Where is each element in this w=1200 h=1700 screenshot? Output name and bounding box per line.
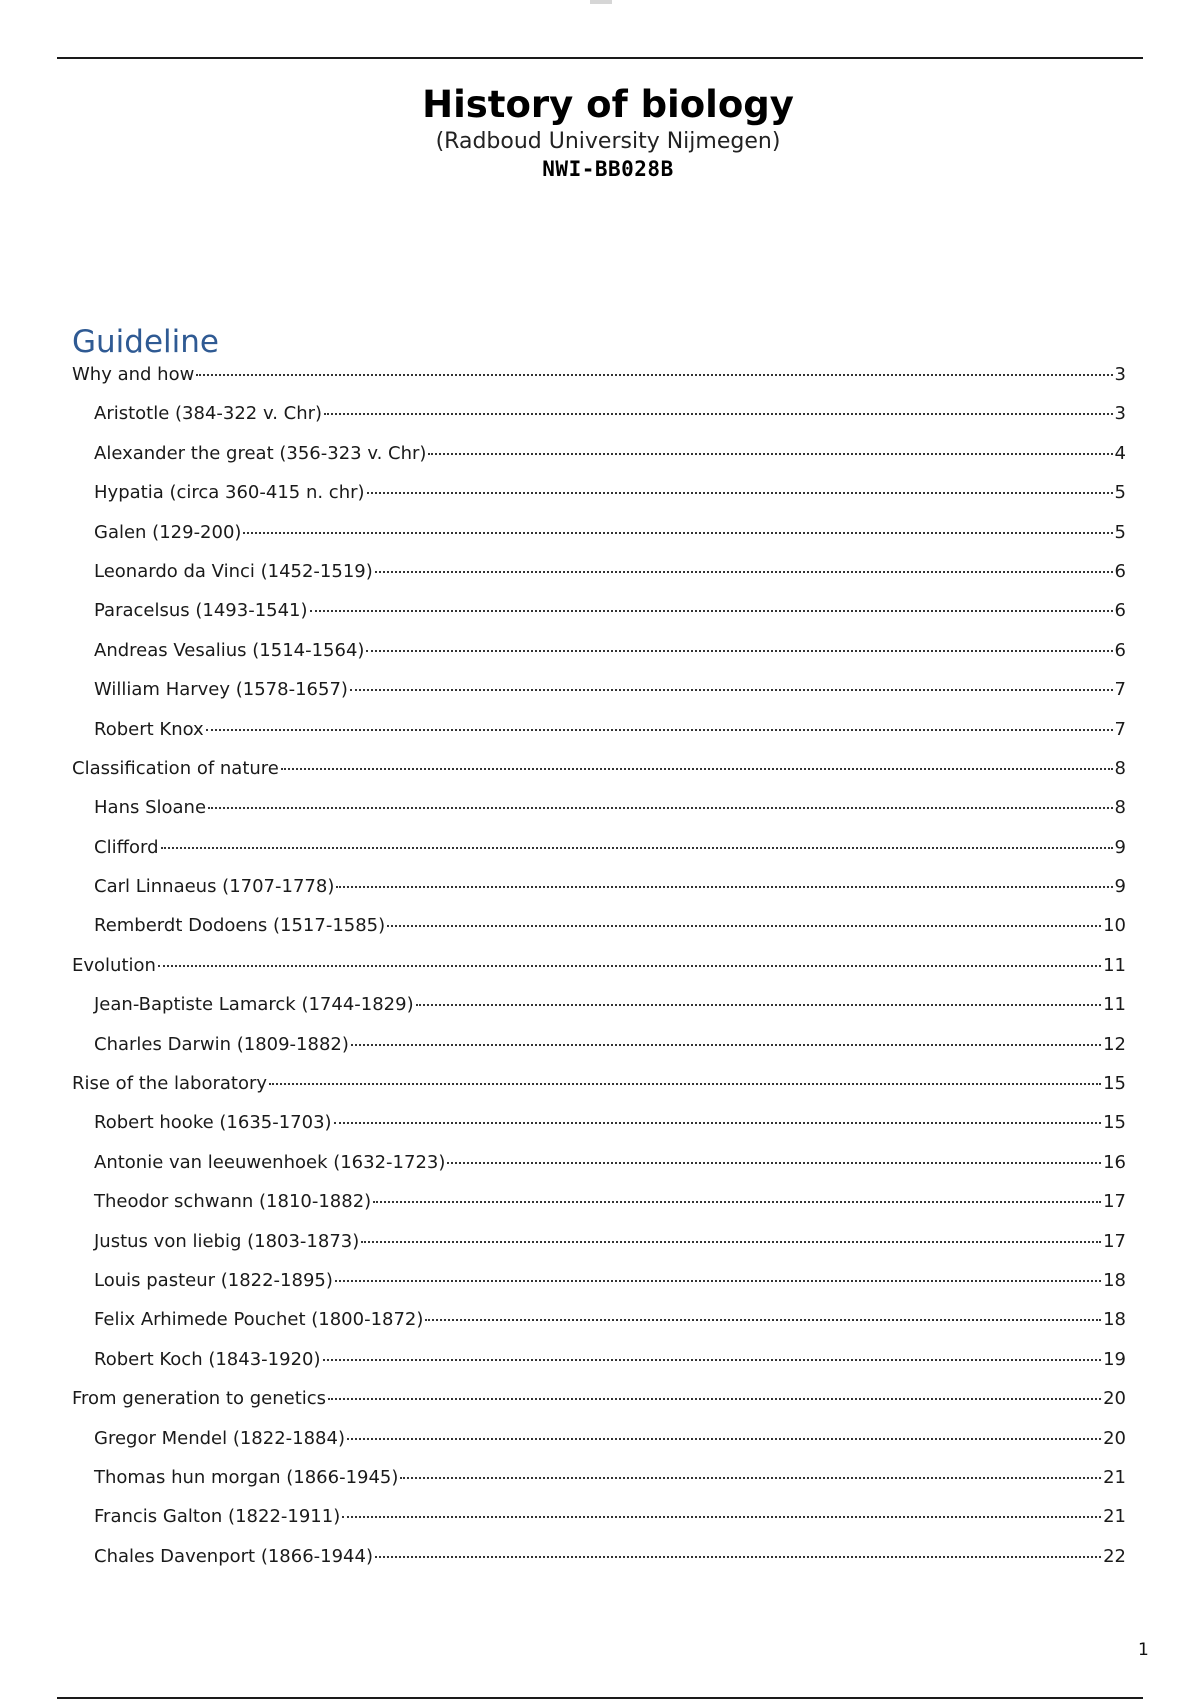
toc-entry-page: 19 [1103, 1348, 1126, 1370]
footer-rule [57, 1697, 1143, 1699]
toc-entry-page: 11 [1103, 954, 1126, 976]
toc-entry-title: Remberdt Dodoens (1517-1585) [94, 915, 386, 937]
document-subtitle: (Radboud University Nijmegen) [435, 129, 781, 154]
toc-entry-page: 8 [1114, 757, 1126, 779]
toc-entry-title: Clifford [94, 836, 159, 858]
toc-entry-title: Andreas Vesalius (1514-1564) [94, 639, 365, 661]
toc-entry-page: 8 [1114, 797, 1126, 819]
toc-heading: Guideline [72, 324, 219, 360]
toc-entry[interactable] [72, 1309, 1126, 1348]
toc-entry-page: 5 [1114, 482, 1126, 504]
toc-entry-page: 11 [1103, 994, 1126, 1016]
toc-entry-page: 3 [1114, 403, 1126, 425]
toc-dot-leader [425, 1319, 1101, 1321]
toc-dot-leader [342, 1516, 1101, 1518]
toc-entry[interactable] [72, 876, 1126, 915]
toc-entry-title: Classification of nature [72, 757, 279, 779]
toc-dot-leader [208, 807, 1113, 809]
toc-entry-title: Gregor Mendel (1822-1884) [94, 1427, 345, 1449]
toc-entry[interactable] [72, 719, 1126, 758]
toc-entry[interactable] [72, 1467, 1126, 1506]
toc-entry-page: 18 [1103, 1269, 1126, 1291]
toc-entry-title: Charles Darwin (1809-1882) [94, 1033, 349, 1055]
toc-dot-leader [347, 1438, 1101, 1440]
toc-dot-leader [158, 965, 1101, 967]
toc-entry[interactable] [72, 1231, 1126, 1270]
toc-entry-title: Jean-Baptiste Lamarck (1744-1829) [94, 994, 414, 1016]
toc-entry-title: Hypatia (circa 360-415 n. chr) [94, 482, 365, 504]
toc-entry-page: 4 [1114, 442, 1126, 464]
toc-entry-title: Louis pasteur (1822-1895) [94, 1269, 333, 1291]
toc-entry[interactable] [72, 1506, 1126, 1545]
toc-entry-page: 9 [1114, 836, 1126, 858]
toc-entry-page: 6 [1114, 639, 1126, 661]
toc-dot-leader [281, 768, 1113, 770]
toc-dot-leader [350, 689, 1113, 691]
toc-entry[interactable] [72, 1349, 1126, 1388]
toc-dot-leader [416, 1004, 1101, 1006]
toc-entry-title: Aristotle (384-322 v. Chr) [94, 403, 323, 425]
document-title: History of biology [422, 83, 794, 126]
toc-entry-title: From generation to genetics [72, 1388, 327, 1410]
toc-dot-leader [387, 925, 1101, 927]
toc-entry[interactable] [72, 758, 1126, 797]
toc-entry-title: Galen (129-200) [94, 521, 242, 543]
toc-dot-leader [310, 610, 1113, 612]
toc-entry-page: 15 [1103, 1073, 1126, 1095]
table-of-contents [72, 364, 1126, 1585]
toc-entry[interactable] [72, 443, 1126, 482]
toc-entry[interactable] [72, 679, 1126, 718]
toc-entry-title: William Harvey (1578-1657) [94, 679, 348, 701]
toc-entry[interactable] [72, 522, 1126, 561]
toc-entry[interactable] [72, 1112, 1126, 1151]
toc-entry[interactable] [72, 955, 1126, 994]
toc-dot-leader [375, 1556, 1101, 1558]
toc-entry-page: 7 [1114, 679, 1126, 701]
toc-entry-page: 9 [1114, 876, 1126, 898]
toc-dot-leader [334, 1122, 1102, 1124]
toc-dot-leader [269, 1083, 1101, 1085]
toc-dot-leader [373, 1201, 1101, 1203]
toc-entry-title: Antonie van leeuwenhoek (1632-1723) [94, 1151, 446, 1173]
toc-entry-title: Hans Sloane [94, 797, 207, 819]
toc-entry[interactable] [72, 403, 1126, 442]
toc-entry-page: 10 [1103, 915, 1126, 937]
toc-entry[interactable] [72, 482, 1126, 521]
toc-entry-page: 22 [1103, 1545, 1126, 1567]
toc-entry-page: 17 [1103, 1191, 1126, 1213]
toc-entry-page: 18 [1103, 1309, 1126, 1331]
toc-dot-leader [323, 1359, 1102, 1361]
toc-entry-title: Francis Galton (1822-1911) [94, 1506, 341, 1528]
toc-entry[interactable] [72, 561, 1126, 600]
toc-entry-page: 17 [1103, 1230, 1126, 1252]
toc-entry-title: Robert hooke (1635-1703) [94, 1112, 332, 1134]
toc-entry[interactable] [72, 1073, 1126, 1112]
toc-entry[interactable] [72, 1546, 1126, 1585]
toc-entry[interactable] [72, 364, 1126, 403]
toc-entry-title: Leonardo da Vinci (1452-1519) [94, 560, 373, 582]
toc-dot-leader [206, 729, 1113, 731]
toc-dot-leader [196, 374, 1112, 376]
toc-dot-leader [400, 1477, 1101, 1479]
toc-dot-leader [336, 886, 1112, 888]
toc-entry[interactable] [72, 797, 1126, 836]
toc-entry-title: Paracelsus (1493-1541) [94, 600, 308, 622]
toc-dot-leader [447, 1162, 1101, 1164]
toc-entry-title: Theodor schwann (1810-1882) [94, 1191, 372, 1213]
toc-entry[interactable] [72, 1270, 1126, 1309]
toc-entry-page: 16 [1103, 1151, 1126, 1173]
toc-entry-page: 20 [1103, 1388, 1126, 1410]
toc-entry[interactable] [72, 1034, 1126, 1073]
toc-entry-page: 6 [1114, 600, 1126, 622]
toc-entry-title: Thomas hun morgan (1866-1945) [94, 1466, 399, 1488]
toc-entry[interactable] [72, 994, 1126, 1033]
toc-entry-title: Carl Linnaeus (1707-1778) [94, 876, 335, 898]
toc-entry-page: 15 [1103, 1112, 1126, 1134]
toc-entry[interactable] [72, 1152, 1126, 1191]
toc-entry[interactable] [72, 1191, 1126, 1230]
toc-dot-leader [375, 571, 1113, 573]
toc-entry-page: 6 [1114, 560, 1126, 582]
toc-entry-title: Robert Knox [94, 718, 204, 740]
toc-entry-page: 5 [1114, 521, 1126, 543]
toc-entry-page: 12 [1103, 1033, 1126, 1055]
toc-dot-leader [428, 453, 1112, 455]
header-rule [57, 57, 1143, 59]
toc-entry-page: 3 [1114, 364, 1126, 385]
toc-entry-title: Alexander the great (356-323 v. Chr) [94, 442, 427, 464]
toc-entry-page: 7 [1114, 718, 1126, 740]
page-number: 1 [1138, 1640, 1149, 1660]
toc-entry-title: Chales Davenport (1866-1944) [94, 1545, 373, 1567]
toc-entry[interactable] [72, 640, 1126, 679]
toc-dot-leader [367, 492, 1113, 494]
toc-dot-leader [366, 650, 1112, 652]
toc-entry[interactable] [72, 600, 1126, 639]
toc-entry[interactable] [72, 1388, 1126, 1427]
toc-entry-page: 20 [1103, 1427, 1126, 1449]
toc-entry-title: Robert Koch (1843-1920) [94, 1348, 321, 1370]
toc-entry-title: Evolution [72, 954, 156, 976]
toc-dot-leader [243, 532, 1112, 534]
toc-entry-page: 21 [1103, 1466, 1126, 1488]
toc-entry-title: Justus von liebig (1803-1873) [94, 1230, 360, 1252]
toc-entry[interactable] [72, 837, 1126, 876]
toc-entry-title: Rise of the laboratory [72, 1073, 268, 1095]
toc-dot-leader [161, 847, 1113, 849]
toc-entry-title: Felix Arhimede Pouchet (1800-1872) [94, 1309, 424, 1331]
toc-dot-leader [351, 1044, 1101, 1046]
toc-entry[interactable] [72, 1428, 1126, 1467]
toc-dot-leader [328, 1398, 1101, 1400]
title-block [0, 82, 1200, 182]
toc-entry-page: 21 [1103, 1506, 1126, 1528]
toc-entry-title: Why and how [72, 364, 195, 385]
toc-entry[interactable] [72, 915, 1126, 954]
toc-dot-leader [324, 413, 1112, 415]
course-code: NWI-BB028B [542, 157, 674, 181]
page-top-marker [590, 0, 612, 4]
toc-dot-leader [335, 1280, 1101, 1282]
toc-dot-leader [361, 1241, 1101, 1243]
